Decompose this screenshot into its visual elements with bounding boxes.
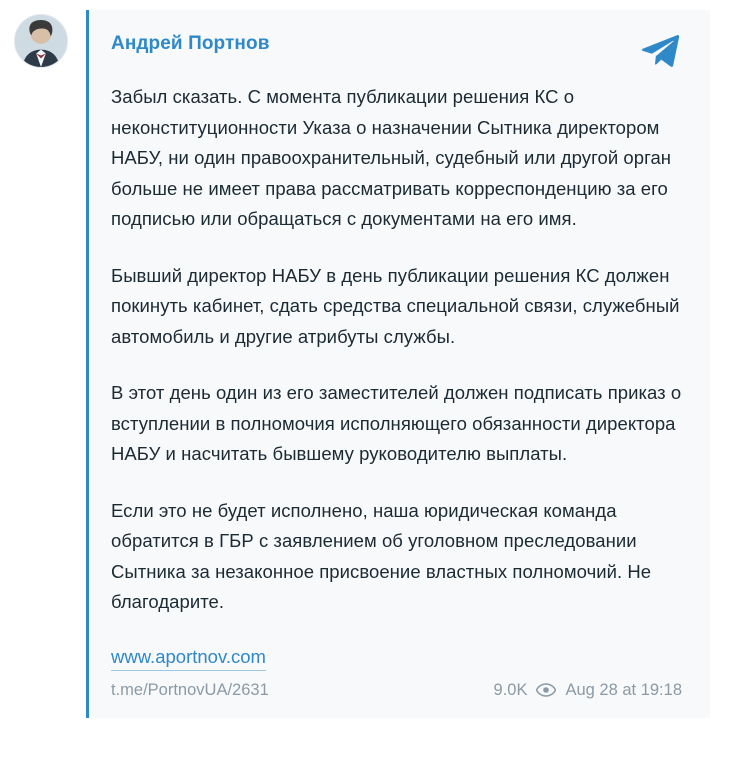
post-footer xyxy=(111,681,682,700)
post-paragraph: Бывший директор НАБУ в день публикации решения КС должен покинуть кабинет, сдать средства специальной связи, служебный автомобиль и другие атрибуты службы. xyxy=(111,264,680,347)
post-paragraph: Если это не будет исполнено, наша юридическая команда обратится в ГБР с заявлением об уголовном преследовании Сытника за незаконное присвоение властных полномочий. Не благодарите. xyxy=(111,499,652,612)
post-author: Андрей Портнов xyxy=(111,33,270,54)
post-meta xyxy=(494,681,682,700)
avatar xyxy=(14,14,68,68)
post-body xyxy=(111,82,682,618)
post-date: Aug 28 at 19:18 xyxy=(565,680,682,699)
telegram-icon xyxy=(640,34,680,68)
source-link[interactable]: t.me/PortnovUA/2631 xyxy=(111,680,269,699)
views-count: 9.0K xyxy=(493,680,528,699)
site-link[interactable]: www.aportnov.com xyxy=(111,644,266,671)
post-header xyxy=(111,32,682,68)
post-paragraph: Забыл сказать. С момента публикации решения КС о неконституционности Указа о назначении Сытника директором НАБУ, ни один правоохранительный, судебный или другой орган больше не имеет права рассматривать корреспонденцию за его подписью или обращаться с документами на его имя. xyxy=(111,86,672,229)
post-paragraph: В этот день один из его заместителей должен подписать приказ о вступлении в полномочия исполняющего обязанности директора НАБУ и насчитать бывшему руководителю выплаты. xyxy=(111,382,682,464)
post-bubble xyxy=(86,10,710,718)
eye-icon xyxy=(536,683,556,697)
